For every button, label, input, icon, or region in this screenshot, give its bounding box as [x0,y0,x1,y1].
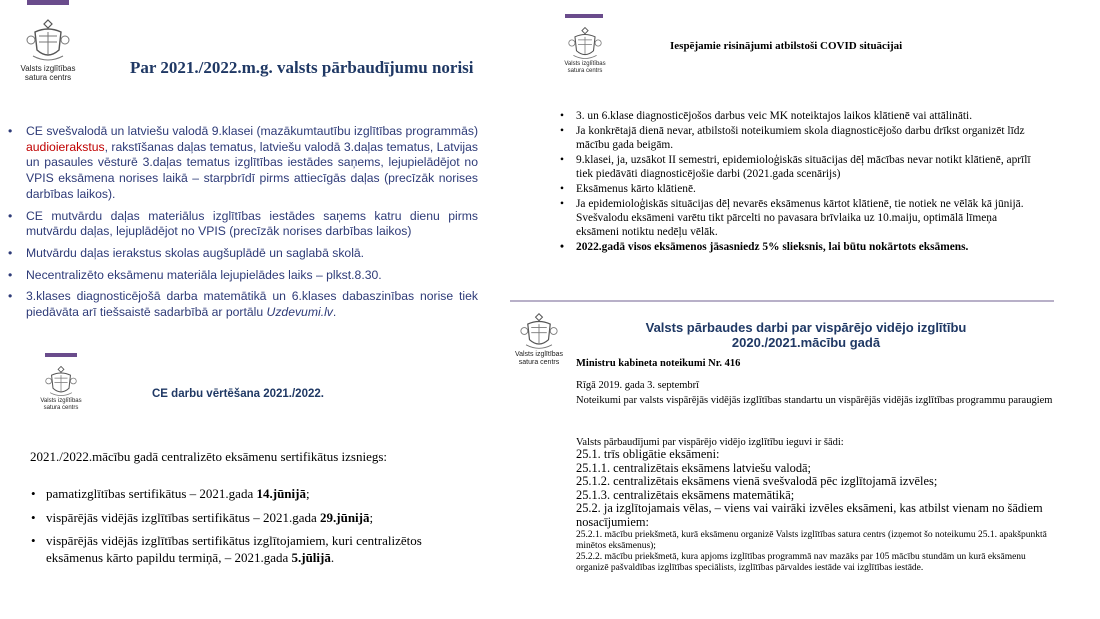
text-span: ; [305,486,310,501]
slide-title: Par 2021./2022.m.g. valsts pārbaudījumu norisi [130,58,474,77]
slide-title: Iespējamie risinājumi atbilstoši COVID situācijai [670,40,903,52]
text-span: CE svešvalodā un latviešu valodā 9.klasei (mazākumtautību izglītības programmās) [26,124,478,138]
visc-logo [552,26,618,75]
list-item [8,124,478,203]
text-span: vispārējās vidējās izglītības sertifikātus – 2021.gada [46,509,321,525]
bullet-list [30,486,430,573]
logo-line-2: satura centrs [24,73,72,83]
slide-covid-solutions [550,0,1100,300]
logo-line-2: satura centrs [567,67,603,74]
text-span: . [330,549,335,565]
text-span: ; [369,509,374,525]
coat-of-arms-icon [44,365,78,397]
visc-logo [506,312,572,367]
accent-bar [45,353,77,357]
text-span: pamatizglītības sertifikātus – 2021.gada [46,486,257,501]
list-item: • Eksāmenus kārto klātienē. [556,183,1036,197]
logo-line-1: Valsts izglītības [20,64,76,73]
regulation-meta [576,380,1056,407]
list-item [8,289,478,320]
slide-state-exams [506,300,1100,619]
intro-text: 2021./2022.mācību gadā centralizēto eksāmenu sertifikātus izsniegs: [30,449,388,464]
list-item: • Ja epidemioloģiskās situācijas dēļ nevarēs eksāmenus kārtot klātienē, tie notiek ne vēlāk kā jūnijā. Svešvalodu eksāmeni varētu tikt pārcelti no pavasara brīvlaika uz 10.maiju, optimālā līmeņa eksāmeni notiktu nedēļu vēlāk. [556,198,1036,239]
text-span: vispārējās vidējās izglītības sertifikātus izglītojamiem, kuri centralizētos eksāmenus kārto papildu termiņā, – 2021.gada [46,533,422,565]
list-item: • 2022.gadā visos eksāmenos jāsasniedz 5% slieksnis, lai būtu nokārtots eksāmens. [556,241,1036,255]
list-item: 25.2. ja izglītojamais vēlas, – viens vai vairāki izvēles eksāmeni, kas atbilst vienam no šādiem nosacījumiem: [576,501,1043,529]
logo-line-1: Valsts izglītības [40,398,82,404]
coat-of-arms-icon [519,312,559,350]
accent-bar [565,14,603,18]
bullet-list [8,124,478,327]
list-item: • Mutvārdu daļas ierakstus skolas augšuplādē un saglabā skolā. [8,246,478,262]
logo-line-1: Valsts izglītības [514,351,564,358]
date-bold: 14.jūnijā [256,486,306,501]
list-item: 25.1.2. centralizētais eksāmens vienā svešvalodā pēc izglītojamā izvēles; [576,474,938,489]
list-item: 25.1.1. centralizētais eksāmens latviešu valodā; [576,460,811,475]
highlight-text: audioierakstus [26,139,105,154]
list-item: • 3. un 6.klase diagnosticējošos darbus veic MK noteiktajos laikos klātienē vai attālināti. [556,110,1036,124]
list-item: • Ja konkrētajā dienā nevar, atbilstoši noteikumiem skola diagnosticējošo darbu drīkst organizēt līdz mācību gada beigām. [556,125,1036,152]
visc-logo [30,365,92,412]
list-item [30,486,430,503]
slide-ce-evaluation [0,345,530,619]
list-item [30,533,430,566]
slide-exam-procedure [0,0,530,345]
list-item: 25.1.3. centralizētais eksāmens matemātikā; [576,487,795,502]
visc-logo [12,18,84,82]
portal-name: Uzdevumi.lv [266,305,333,320]
text-span: , rakstīšanas daļas tematus, latviešu valodā 3.daļas tematus, Latvijas un pasaules vēsturē 3.daļas tematus izglītības iestādes saņems, lejupielādējot no VPIS eksāmena norises laikā – starpbrīdī pirms attiecīgās daļas (precīzāk norises darbības laikos). [26,139,478,201]
logo-line-2: satura centrs [518,359,560,367]
slide-title: CE darbu vērtēšana 2021./2022. [152,388,324,400]
regulation-name: Noteikumi par valsts vispārējās vidējās izglītības standartu un vispārējās vidējās izglītības programmu paraugiem [576,394,1053,406]
list-item: 25.2.2. mācību priekšmetā, kura apjoms izglītības programmā nav mazāks par 105 mācību stundām un kurā eksāmenu organizē pašvaldības izglītības speciālists, izglītības pārvaldes iestāde vai izglītības iestāde. [576,551,1026,573]
logo-line-2: satura centrs [43,404,79,411]
date-bold: 29.jūnijā [320,509,370,525]
list-item: • CE mutvārdu daļas materiālus izglītības iestādes saņems katru dienu pirms mutvārdu daļas, lejuplādējot no VPIS (precīzāk norises darbības laikos) [8,209,478,240]
lead-text: Valsts pārbaudījumi par vispārējo vidējo izglītību ieguvi ir šādi: [576,437,844,448]
exam-list [576,448,1056,574]
list-item: 25.1. trīs obligātie eksāmeni: [576,447,720,461]
text-span: 3.klases diagnosticējošā darba matemātikā un 6.klases dabaszinības norise tiek piedāvāta arī tiešsaistē sadarbībā ar portālu [26,289,478,320]
list-item: • 9.klasei, ja, uzsākot II semestri, epidemioloģiskās situācijas dēļ mācības nevar notikt klātienē, aprīlī tiek piedāvāti diagnosticējošie darbi (2021.gada scenārijs) [556,154,1036,181]
coat-of-arms-icon [567,26,603,60]
bullet-list [556,110,1036,256]
date-bold: 5.jūlijā [291,549,331,565]
list-item: 25.2.1. mācību priekšmetā, kurā eksāmenu organizē Valsts izglītības satura centrs (izņemot šo noteikumu 25.1. apakšpunktā minētos eksāmenus); [576,529,1047,551]
top-rule [510,300,1054,302]
list-item [30,510,430,527]
regulation-title: Ministru kabineta noteikumi Nr. 416 [576,358,741,369]
text-span: . [332,305,337,320]
coat-of-arms-icon [25,18,71,62]
regulation-date: Rīgā 2019. gada 3. septembrī [576,380,700,391]
accent-bar [27,0,69,5]
slide-title: Valsts pārbaudes darbi par vispārējo vidējo izglītību 2020./2021.mācību gadā [645,320,967,350]
list-item: • Necentralizēto eksāmenu materiāla lejupielādes laiks – plkst.8.30. [8,268,478,284]
logo-line-1: Valsts izglītības [564,61,606,67]
